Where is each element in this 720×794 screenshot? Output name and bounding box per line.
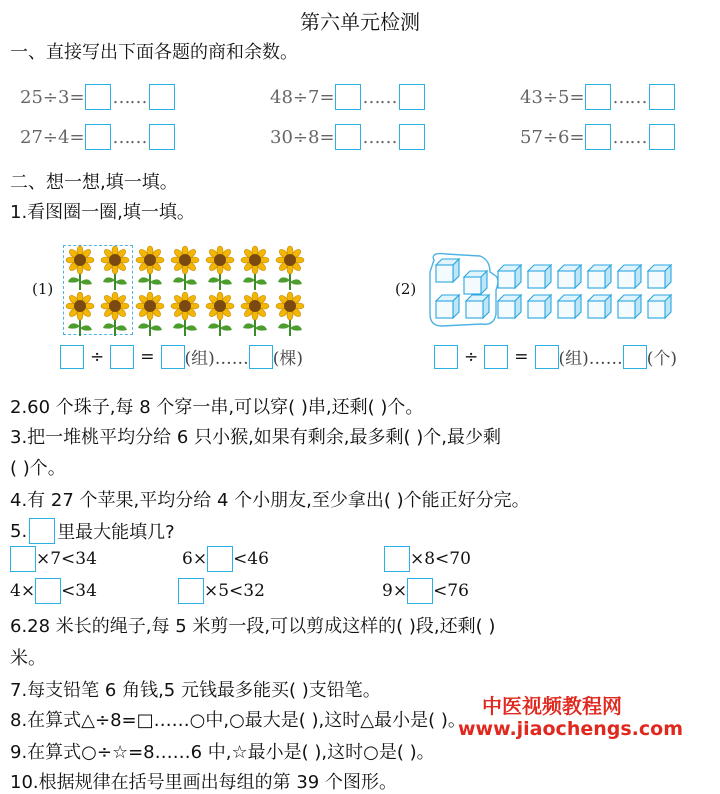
- q5-item-1: ×7<34: [10, 546, 97, 572]
- part-2-equation: ÷ = (组)…… (个): [434, 344, 677, 369]
- answer-box[interactable]: [178, 578, 204, 604]
- q5-item-4: 4× <34: [10, 578, 97, 604]
- question-2: 2.60 个珠子,每 8 个穿一串,可以穿( )串,还剩( )个。: [10, 397, 424, 418]
- q5-item-2: 6× <46: [182, 546, 269, 572]
- question-3-line-1: 3.把一堆桃平均分给 6 只小猴,如果有剩余,最多剩( )个,最少剩: [10, 427, 501, 448]
- answer-box[interactable]: [384, 546, 410, 572]
- part-1-label: (1): [32, 280, 54, 298]
- question-10: 10.根据规律在括号里画出每组的第 39 个图形。: [10, 772, 397, 793]
- watermark-url: www.jiaochengs.com: [458, 718, 684, 740]
- question-7: 7.每支铅笔 6 角钱,5 元钱最多能买( )支铅笔。: [10, 680, 381, 701]
- question-1: 1.看图圈一圈,填一填。: [10, 202, 195, 223]
- problem-1-2: 48÷7= ……: [270, 84, 425, 110]
- question-9: 9.在算式○÷☆=8……6 中,☆最小是( ),这时○是( )。: [10, 742, 435, 763]
- answer-box[interactable]: [484, 345, 508, 369]
- cube-illustration: [428, 250, 688, 330]
- answer-box[interactable]: [60, 345, 84, 369]
- answer-box[interactable]: [149, 84, 175, 110]
- problem-1-6: 57÷6= ……: [520, 124, 675, 150]
- answer-box[interactable]: [207, 546, 233, 572]
- answer-box[interactable]: [35, 578, 61, 604]
- part-2-label: (2): [395, 280, 417, 298]
- answer-box[interactable]: [335, 84, 361, 110]
- sunflower-illustration: [64, 244, 310, 336]
- answer-box[interactable]: [85, 124, 111, 150]
- watermark-title: 中医视频教程网: [482, 694, 622, 718]
- answer-box[interactable]: [149, 124, 175, 150]
- part-1-equation: ÷ = (组)…… (棵): [60, 344, 303, 369]
- answer-box[interactable]: [585, 84, 611, 110]
- q5-item-3: ×8<70: [384, 546, 471, 572]
- problem-1-4: 27÷4= ……: [20, 124, 175, 150]
- page-title: 第六单元检测: [300, 10, 420, 34]
- answer-box[interactable]: [335, 124, 361, 150]
- answer-box[interactable]: [535, 345, 559, 369]
- problem-1-5: 30÷8= ……: [270, 124, 425, 150]
- answer-box[interactable]: [399, 124, 425, 150]
- question-3-line-2: ( )个。: [10, 458, 66, 479]
- answer-box[interactable]: [434, 345, 458, 369]
- question-8: 8.在算式△÷8=□……○中,○最大是( ),这时△最小是( )。: [10, 710, 466, 731]
- answer-box[interactable]: [407, 578, 433, 604]
- question-4: 4.有 27 个苹果,平均分给 4 个小朋友,至少拿出( )个能正好分完。: [10, 490, 530, 511]
- answer-box[interactable]: [649, 124, 675, 150]
- problem-1-3: 43÷5= ……: [520, 84, 675, 110]
- question-5: 5. 里最大能填几?: [10, 518, 175, 544]
- answer-box[interactable]: [623, 345, 647, 369]
- answer-box[interactable]: [85, 84, 111, 110]
- question-6-line-2: 米。: [10, 648, 46, 669]
- answer-box[interactable]: [10, 546, 36, 572]
- answer-box[interactable]: [585, 124, 611, 150]
- question-6-line-1: 6.28 米长的绳子,每 5 米剪一段,可以剪成这样的( )段,还剩( ): [10, 616, 496, 637]
- answer-box[interactable]: [399, 84, 425, 110]
- q5-item-5: ×5<32: [178, 578, 265, 604]
- section-1-heading: 一、直接写出下面各题的商和余数。: [10, 42, 298, 63]
- problem-1-1: 25÷3= ……: [20, 84, 175, 110]
- answer-box[interactable]: [161, 345, 185, 369]
- q5-item-6: 9× <76: [382, 578, 469, 604]
- answer-box[interactable]: [110, 345, 134, 369]
- section-2-heading: 二、想一想,填一填。: [10, 172, 178, 193]
- answer-box[interactable]: [649, 84, 675, 110]
- box-symbol: [29, 518, 55, 544]
- answer-box[interactable]: [249, 345, 273, 369]
